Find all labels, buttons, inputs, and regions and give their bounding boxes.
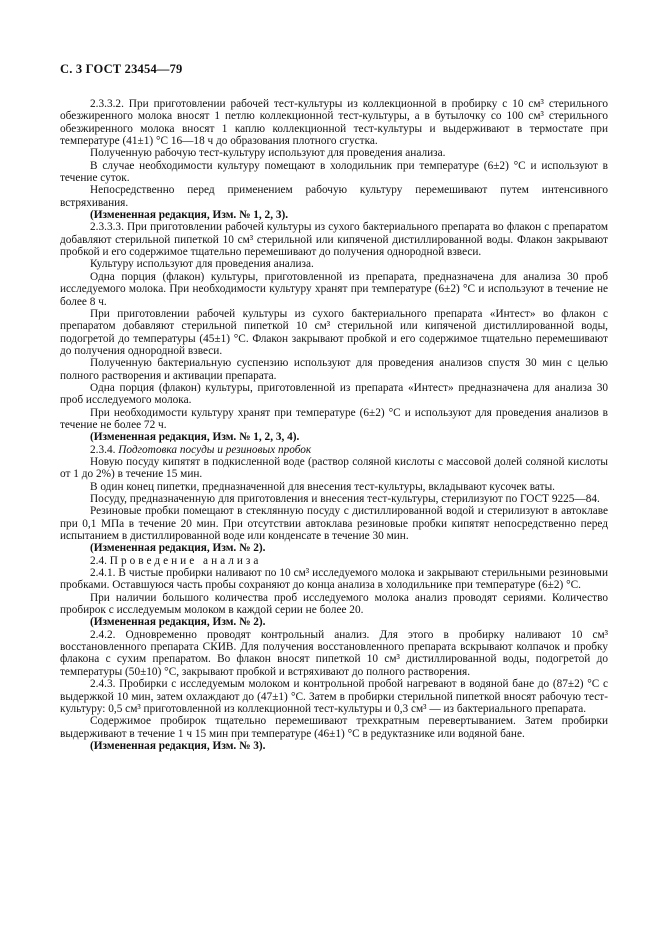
amendment-note: (Измененная редакция, Изм. № 2). — [90, 616, 266, 629]
amendment-note: (Измененная редакция, Изм. № 1, 2, 3). — [90, 209, 289, 222]
amendment-note: (Измененная редакция, Изм. № 2). — [90, 542, 266, 555]
paragraph: В один конец пипетки, предназначенной для внесения тест-культуры, вкладывают кусочек ваты. — [90, 480, 555, 493]
paragraph: Новую посуду кипятят в подкисленной воде (раствор соляной кислоты с массовой долей соляной кислоты от 1 до 2%) в течение 15 мин. — [60, 455, 608, 481]
paragraph: 2.4.2. Одновременно проводят контрольный анализ. Для этого в пробирку наливают 10 см³ восстановленного препарата СКИВ. Для получения восстановленного препарата вскрывают колпачок и пробку флакона с сухим препаратом. Во флакон вносят пипеткой 10 см³ дистиллированной воды, подогретой до температуры (50±10) °С, закрывают пробкой и встряхивают до полного растворения. — [60, 628, 608, 678]
section-heading — [60, 444, 608, 456]
paragraph: Полученную бактериальную суспензию используют для проведения анализов спустя 30 мин с целью полного растворения и активации препарата. — [60, 357, 608, 382]
paragraph: 2.4.1. В чистые пробирки наливают по 10 см³ исследуемого молока и закрывают стерильными резиновыми пробками. Оставшуюся часть пробы сохраняют до конца анализа в холодильнике при температуре (6±2) °С. — [60, 567, 608, 592]
paragraph: В случае необходимости культуру помещают в холодильник при температуре (6±2) °С и используют в течение суток. — [60, 159, 608, 185]
paragraph: Резиновые пробки помещают в стеклянную посуду с дистиллированной водой и стерилизуют в автоклаве при 0,1 МПа в течение 20 мин. При отсутствии автоклава резиновые пробки кипятят непосредственно перед испытанием в дистиллированной воде или конденсате в течение 30 мин. — [60, 505, 608, 543]
paragraph: При наличии большого количества проб исследуемого молока анализ проводят сериями. Количество пробирок с исследуемым молоком в каждой серии не более 20. — [60, 591, 608, 617]
section-title: Подготовка посуды и резиновых пробок — [118, 443, 312, 456]
paragraph: 2.4.3. Пробирки с исследуемым молоком и контрольной пробой нагревают в водяной бане до (87±2) °С с выдержкой 10 мин, затем охлаждают до (47±1) °С. Затем в пробирки стерильной пипеткой вносят рабочую тест-культуру: 0,5 см³ приготовленной из коллекционной тест-культуры и 0,3 см³ — из бактериального препарата. — [60, 678, 608, 715]
body-text — [60, 98, 608, 752]
paragraph: Непосредственно перед применением рабочую культуру перемешивают путем интенсивного встряхивания. — [60, 184, 608, 209]
paragraph: При необходимости культуру хранят при температуре (6±2) °С и используют для проведения анализов в течение не более 72 ч. — [60, 406, 608, 431]
paragraph: Содержимое пробирок тщательно перемешивают трехкратным перевертыванием. Затем пробирки выдерживают в течение 1 ч 15 мин при температуре (46±1) °С в редуктазнике или водяной бане. — [60, 715, 608, 740]
paragraph: Культуру используют для проведения анализа. — [90, 258, 314, 271]
section-number: 2.3.4. — [90, 443, 116, 456]
paragraph: При приготовлении рабочей культуры из сухого бактериального препарата «Интест» во флакон с препаратом добавляют стерильной пипеткой 10 см³ стерильной или кипяченой дистиллированной воды, подогретой до температуры (45±1) °С. Флакон закрывают пробкой и его содержимое тщательно перемешивают до получения однородной взвеси. — [60, 307, 608, 357]
paragraph: Одна порция (флакон) культуры, приготовленной из препарата «Интест» предназначена для анализа 30 проб исследуемого молока. — [60, 381, 608, 407]
running-head: С. 3 ГОСТ 23454—79 — [60, 62, 183, 76]
section-heading — [60, 555, 608, 567]
paragraph: 2.3.3.3. При приготовлении рабочей культуры из сухого бактериального препарата во флакон с препаратом добавляют стерильной пипеткой 10 см³ стерильной или кипяченой дистиллированной воды. Флакон закрывают пробкой и его содержимое тщательно перемешивают до получения однородной взвеси. — [60, 221, 608, 259]
paragraph: Посуду, предназначенную для приготовления и внесения тест-культуры, стерилизуют по ГОСТ 9225—84. — [90, 493, 600, 505]
paragraph: 2.3.3.2. При приготовлении рабочей тест-культуры из коллекционной в пробирку с 10 см³ стерильного обезжиренного молока вносят 1 петлю коллекционной тест-культуры, а в бутылочку со 100 см³ стерильного обезжиренного молока вносят 1 каплю коллекционной тест-культуры и выдерживают в термостате при температуре (41±1) °С 16—18 ч до образования плотного сгустка. — [60, 98, 608, 148]
amendment-note: (Измененная редакция, Изм. № 3). — [90, 739, 266, 752]
amendment-note: (Измененная редакция, Изм. № 1, 2, 3, 4). — [90, 431, 300, 444]
paragraph: Одна порция (флакон) культуры, приготовленной из препарата, предназначена для анализа 30 проб исследуемого молока. При необходимости культуру хранят при температуре (6±2) °С и используют в течение не более 8 ч. — [60, 270, 608, 308]
paragraph: Полученную рабочую тест-культуру используют для проведения анализа. — [90, 147, 446, 160]
section-number: 2.4. — [90, 554, 107, 567]
section-title: Проведение анализа — [109, 554, 262, 567]
